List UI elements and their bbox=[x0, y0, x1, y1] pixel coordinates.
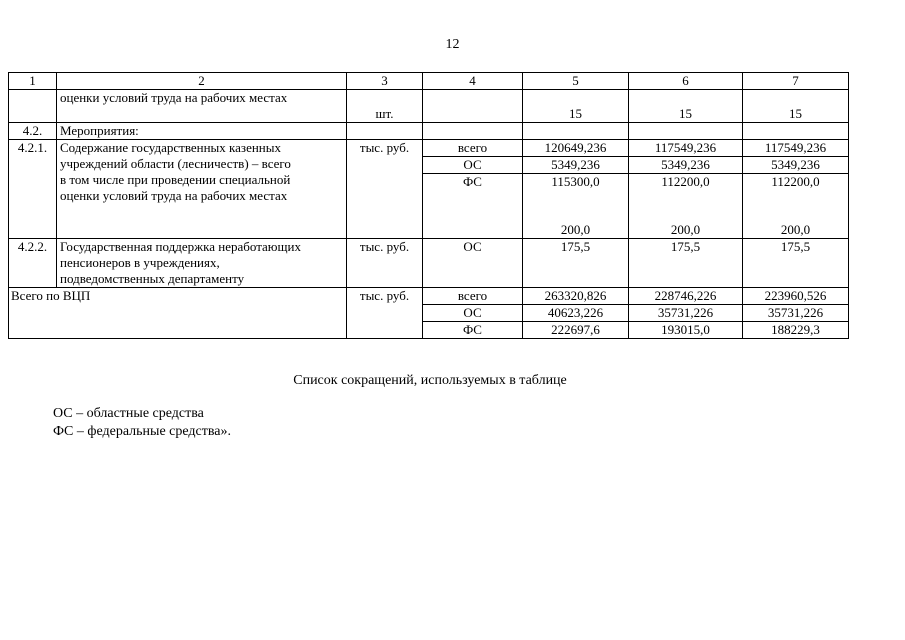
total-row bbox=[9, 288, 849, 305]
value-cell: 5349,236 bbox=[523, 157, 629, 174]
value-line: 112200,0 bbox=[771, 174, 820, 189]
source-cell bbox=[423, 90, 523, 123]
value-cell: 15 bbox=[523, 90, 629, 123]
row-name-line: подведомственных департаменту bbox=[60, 271, 245, 286]
value-cell bbox=[743, 174, 849, 239]
value-line: 115300,0 bbox=[551, 174, 600, 189]
row-number-cell bbox=[9, 90, 57, 123]
value-cell: 5349,236 bbox=[629, 157, 743, 174]
value-cell: 120649,236 bbox=[523, 140, 629, 157]
legend-item: ФС – федеральные средства». bbox=[53, 424, 231, 439]
empty-cell bbox=[743, 123, 849, 140]
header-cell: 4 bbox=[423, 73, 523, 90]
header-cell: 5 bbox=[523, 73, 629, 90]
header-cell: 7 bbox=[743, 73, 849, 90]
table-row bbox=[9, 123, 849, 140]
header-cell: 3 bbox=[347, 73, 423, 90]
value-cell: 35731,226 bbox=[629, 305, 743, 322]
empty-cell bbox=[629, 123, 743, 140]
empty-cell bbox=[347, 123, 423, 140]
row-number-cell: 4.2. bbox=[9, 123, 57, 140]
empty-cell bbox=[523, 123, 629, 140]
row-name-line: учреждений области (лесничеств) – всего bbox=[60, 156, 291, 171]
row-name-line: в том числе при проведении специальной bbox=[60, 172, 291, 187]
source-cell: ФС bbox=[423, 174, 523, 239]
row-name-cell bbox=[57, 239, 347, 288]
value-cell: 117549,236 bbox=[629, 140, 743, 157]
row-name-line: Содержание государственных казенных bbox=[60, 140, 281, 155]
header-cell: 6 bbox=[629, 73, 743, 90]
value-cell: 175,5 bbox=[629, 239, 743, 288]
value-cell: 223960,526 bbox=[743, 288, 849, 305]
row-name-line: Государственная поддержка неработающих bbox=[60, 239, 301, 254]
table-row bbox=[9, 239, 849, 288]
value-cell: 35731,226 bbox=[743, 305, 849, 322]
value-cell: 40623,226 bbox=[523, 305, 629, 322]
value-cell: 228746,226 bbox=[629, 288, 743, 305]
legend-list bbox=[53, 405, 231, 441]
legend-item: ОС – областные средства bbox=[53, 406, 204, 421]
source-cell: ОС bbox=[423, 239, 523, 288]
value-cell: 175,5 bbox=[743, 239, 849, 288]
source-cell: ОС bbox=[423, 305, 523, 322]
value-cell: 5349,236 bbox=[743, 157, 849, 174]
table-row bbox=[9, 140, 849, 157]
source-cell: ФС bbox=[423, 322, 523, 339]
value-cell bbox=[523, 174, 629, 239]
row-name-line: пенсионеров в учреждениях, bbox=[60, 255, 220, 270]
total-label: Всего по ВЦП bbox=[9, 288, 347, 339]
row-name-cell bbox=[57, 140, 347, 239]
header-row bbox=[9, 73, 849, 90]
row-number-cell: 4.2.2. bbox=[9, 239, 57, 288]
source-cell: всего bbox=[423, 288, 523, 305]
row-name-line: оценки условий труда на рабочих местах bbox=[60, 188, 288, 203]
value-cell: 175,5 bbox=[523, 239, 629, 288]
unit-cell: тыс. руб. bbox=[347, 140, 423, 239]
row-name-cell: оценки условий труда на рабочих местах bbox=[57, 90, 347, 123]
unit-cell: тыс. руб. bbox=[347, 239, 423, 288]
empty-cell bbox=[423, 123, 523, 140]
value-line: 200,0 bbox=[670, 222, 701, 237]
value-line: 112200,0 bbox=[661, 174, 710, 189]
table-row bbox=[9, 90, 849, 123]
value-cell: 15 bbox=[629, 90, 743, 123]
header-cell: 2 bbox=[57, 73, 347, 90]
value-cell bbox=[629, 174, 743, 239]
legend-title: Список сокращений, используемых в таблице bbox=[293, 373, 567, 388]
source-cell: ОС bbox=[423, 157, 523, 174]
value-line: 200,0 bbox=[780, 222, 811, 237]
page-number: 12 bbox=[445, 37, 460, 52]
value-cell: 117549,236 bbox=[743, 140, 849, 157]
header-cell: 1 bbox=[9, 73, 57, 90]
value-cell: 188229,3 bbox=[743, 322, 849, 339]
row-number-cell: 4.2.1. bbox=[9, 140, 57, 239]
unit-cell: тыс. руб. bbox=[347, 288, 423, 339]
budget-table bbox=[8, 72, 849, 339]
source-cell: всего bbox=[423, 140, 523, 157]
value-cell: 263320,826 bbox=[523, 288, 629, 305]
value-cell: 15 bbox=[743, 90, 849, 123]
value-cell: 222697,6 bbox=[523, 322, 629, 339]
value-cell: 193015,0 bbox=[629, 322, 743, 339]
unit-cell: шт. bbox=[347, 90, 423, 123]
row-name-cell: Мероприятия: bbox=[57, 123, 347, 140]
value-line: 200,0 bbox=[560, 222, 591, 237]
